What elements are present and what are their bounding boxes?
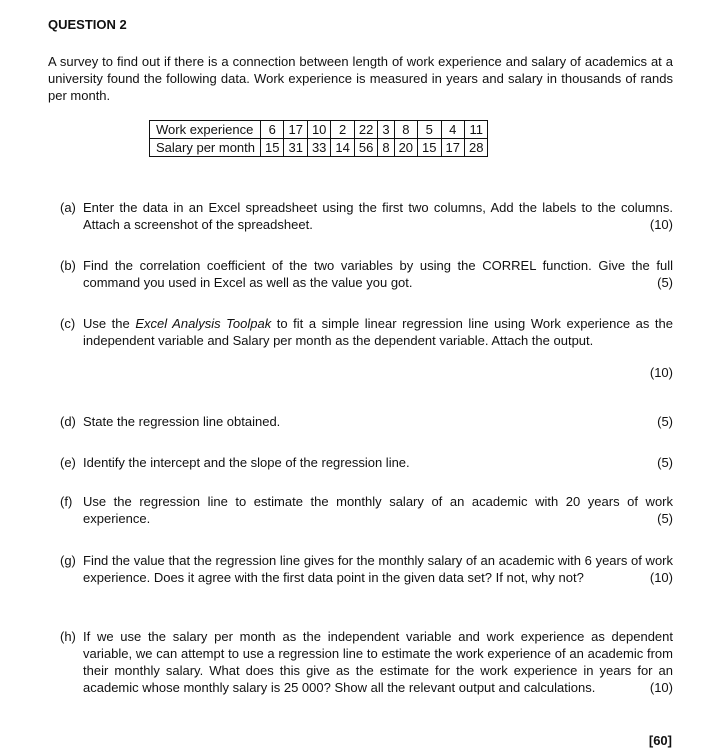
question-e xyxy=(60,454,673,471)
question-label: (g) xyxy=(60,553,76,568)
table-cell: 10 xyxy=(307,121,330,139)
total-marks: [60] xyxy=(648,733,672,748)
table-cell: 2 xyxy=(331,121,354,139)
question-text: Identify the intercept and the slope of the regression line. (5) xyxy=(83,455,673,470)
question-text: Enter the data in an Excel spreadsheet using the first two columns, Add the labels to the columns. Attach a screenshot of the spreadsheet. (10) xyxy=(83,200,673,232)
marks: (10) xyxy=(649,680,673,695)
question-label: (b) xyxy=(60,258,76,273)
marks: (10) xyxy=(649,217,673,232)
intro-paragraph: A survey to find out if there is a connection between length of work experience and salary of academics at a university found the following data. Work experience is measured in years and salary in thousands of rands per month. xyxy=(48,54,673,103)
question-text: If we use the salary per month as the independent variable and work experience as dependent variable, we can attempt to use a regression line to estimate the work experience of an academic from their monthly salary. What does this give as the estimate for the work experience in years for an academic whose monthly salary is 25 000? Show all the relevant output and calculations. (10) xyxy=(83,629,673,695)
question-label: (h) xyxy=(60,629,76,644)
table-cell: 31 xyxy=(284,139,307,157)
question-c xyxy=(60,315,673,381)
question-text: Use the regression line to estimate the monthly salary of an academic with 20 years of work experience. (5) xyxy=(83,494,673,526)
question-text: State the regression line obtained. (5) xyxy=(83,414,673,429)
marks: (5) xyxy=(657,455,673,470)
question-d xyxy=(60,413,673,430)
question-text: Find the correlation coefficient of the two variables by using the CORREL function. Give the full command you used in Excel as well as the value you got. (5) xyxy=(83,258,673,290)
table-cell: 17 xyxy=(284,121,307,139)
table-cell: 56 xyxy=(354,139,377,157)
table-cell: 8 xyxy=(394,121,417,139)
question-b xyxy=(60,257,673,291)
table-cell: 22 xyxy=(354,121,377,139)
table-cell: 11 xyxy=(464,121,487,139)
table-cell: 8 xyxy=(378,139,394,157)
table-cell: 33 xyxy=(307,139,330,157)
question-label: (f) xyxy=(60,494,73,509)
table-cell: 20 xyxy=(394,139,417,157)
question-f xyxy=(60,493,673,527)
question-g xyxy=(60,552,673,586)
table-row-salary xyxy=(150,139,488,157)
row-label: Salary per month xyxy=(150,139,261,157)
marks: (10) xyxy=(649,570,673,585)
question-title: QUESTION 2 xyxy=(48,17,127,32)
marks: (5) xyxy=(657,275,673,290)
marks: (10) xyxy=(649,365,673,380)
question-text: Use the Excel Analysis Toolpak to fit a simple linear regression line using Work experience as the independent variable and Salary per month as the dependent variable. Attach the output. xyxy=(83,316,673,348)
question-label: (a) xyxy=(60,200,76,215)
row-label: Work experience xyxy=(150,121,261,139)
marks: (5) xyxy=(657,414,673,429)
table-cell: 15 xyxy=(418,139,441,157)
table-cell: 14 xyxy=(331,139,354,157)
table-cell: 4 xyxy=(441,121,464,139)
question-label: (c) xyxy=(60,316,76,331)
table-cell: 3 xyxy=(378,121,394,139)
question-a xyxy=(60,199,673,233)
question-text: Find the value that the regression line gives for the monthly salary of an academic with 6 years of work experience. Does it agree with the first data point in the given data set? If not, why not? (10) xyxy=(83,553,673,585)
table-cell: 17 xyxy=(441,139,464,157)
table-cell: 6 xyxy=(261,121,284,139)
question-label: (e) xyxy=(60,455,76,470)
data-table xyxy=(149,120,488,157)
marks: (5) xyxy=(657,511,673,526)
table-cell: 15 xyxy=(261,139,284,157)
table-cell: 5 xyxy=(418,121,441,139)
table-cell: 28 xyxy=(464,139,487,157)
question-label: (d) xyxy=(60,414,76,429)
question-h xyxy=(60,628,673,696)
table-row-work-experience xyxy=(150,121,488,139)
